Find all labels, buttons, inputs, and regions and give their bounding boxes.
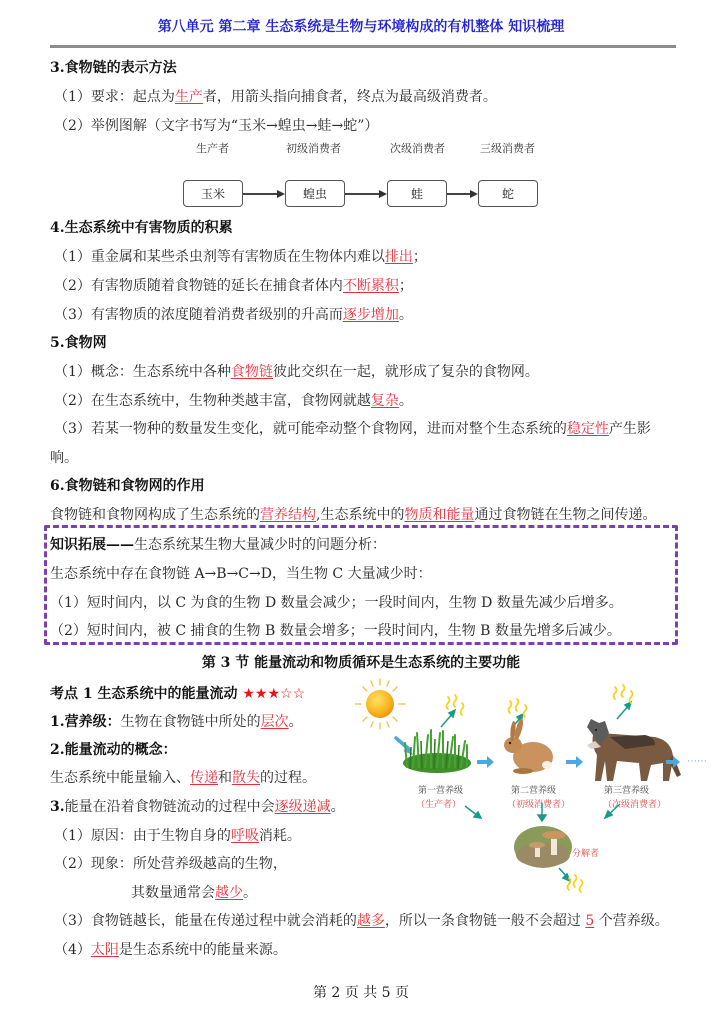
text: （3）有害物质的浓度随着消费者级别的升高而 (54, 307, 343, 323)
text: 1.营养级： (50, 714, 121, 730)
role-label-producer: 生产者 (196, 142, 229, 155)
answer-blank: 营养结构 (260, 507, 316, 523)
energy-p3-1 (54, 825, 301, 845)
answer-blank: 5 (585, 913, 595, 929)
role-label-primary-consumer: 初级消费者 (286, 142, 341, 155)
energy-p2 (50, 767, 316, 787)
answer-blank: 复杂 (370, 393, 399, 409)
text: （1）概念：生态系统中各种 (54, 364, 231, 380)
section-6-text (50, 504, 656, 524)
text: （3）食物链越长，能量在传递过程中就会消耗的 (54, 913, 357, 929)
section-5-item-3-wrap: 响。 (50, 450, 78, 466)
energy-p3-3 (54, 910, 669, 930)
text: ； (412, 249, 427, 265)
chain-node-corn: 玉米 (183, 180, 243, 207)
arrow-line (345, 193, 379, 195)
chain-node-snake: 蛇 (478, 180, 538, 207)
heat-squiggle-icon (447, 685, 633, 717)
arrow-right-icon (470, 190, 478, 198)
section-title: 第 3 节 能量流动和物质循环是生态系统的主要功能 (201, 655, 521, 671)
text: 通过食物链在生物之间传递。 (474, 507, 657, 523)
answer-blank: 传递 (190, 770, 218, 786)
text: 彼此交织在一起，就形成了复杂的食物网。 (272, 364, 539, 380)
answer-blank: 层次 (260, 714, 289, 730)
text: 3. (50, 799, 65, 815)
wolf-icon (587, 719, 681, 781)
text: 。 (288, 714, 303, 730)
energy-p1 (50, 711, 303, 731)
text: 。 (398, 393, 413, 409)
continuation-dots: ⋯⋯ (687, 756, 707, 767)
trophic-level-3-label: 第三营养级 (604, 786, 650, 796)
kaodian-heading (50, 683, 305, 703)
text: ，所以一条食物链一般不会超过 (384, 913, 586, 929)
sun-icon (355, 679, 405, 729)
text: （2）有害物质随着食物链的延长在捕食者体内 (54, 278, 343, 294)
text: 者，用箭头指向捕食者，终点为最高级消费者。 (202, 89, 497, 105)
section-4-item-2 (54, 275, 413, 295)
text: 能量在沿着食物链流动的过程中会 (64, 799, 275, 815)
section-5-heading: 5.食物网 (50, 335, 107, 351)
answer-blank: 生产 (174, 89, 203, 105)
energy-p3 (50, 796, 345, 816)
section-5-item-3 (54, 418, 651, 438)
text: ； (398, 278, 413, 294)
mushroom-icon (514, 826, 572, 868)
arrow-right-icon (277, 190, 285, 198)
section-4-item-3 (54, 304, 413, 324)
decomposer-label: 分解者 (572, 849, 600, 859)
chain-node-locust: 蝗虫 (285, 180, 345, 207)
energy-p3-2a: （2）现象：所处营养级越高的生物， (54, 856, 287, 872)
kaodian-label: 考点 1 生态系统中的能量流动 (50, 686, 238, 702)
trophic-level-3-role: （次级消费者） (603, 800, 667, 810)
extension-title (50, 534, 386, 554)
extension-line-1: 生态系统中存在食物链 A→B→C→D，当生物 C 大量减少时： (50, 566, 432, 582)
text: 生态系统中能量输入、 (50, 770, 190, 786)
text: （1）原因：由于生物自身的 (54, 828, 231, 844)
trophic-level-1-label: 第一营养级 (418, 786, 464, 796)
text: 消耗。 (258, 828, 301, 844)
text: 和 (218, 770, 232, 786)
document-header-title: 第八单元 第二章 生态系统是生物与环境构成的有机整体 知识梳理 (157, 19, 565, 35)
answer-blank: 逐步增加 (342, 307, 399, 323)
text: （1）重金属和某些杀虫剂等有害物质在生物体内难以 (54, 249, 385, 265)
trophic-level-2-role: （初级消费者） (507, 800, 571, 810)
section-6-heading: 6.食物链和食物网的作用 (50, 478, 205, 494)
text: 。 (398, 307, 413, 323)
text: 。 (243, 885, 257, 901)
energy-p2-heading: 2.能量流动的概念： (50, 742, 177, 758)
section-5-item-2 (54, 390, 413, 410)
arrow-line (447, 193, 470, 195)
section-3-item-2: （2）举例图解（文字书写为“玉米→蝗虫→蛙→蛇”） (54, 118, 379, 134)
answer-blank: 散失 (232, 770, 260, 786)
text: 个营养级。 (594, 913, 669, 929)
answer-blank: 呼吸 (230, 828, 259, 844)
arrow-line (243, 193, 277, 195)
text: （1）要求：起点为 (54, 89, 175, 105)
answer-blank: 食物链 (230, 364, 273, 380)
text: 。 (330, 799, 345, 815)
extension-line-3: （2）短时间内，被 C 捕食的生物 B 数量会增多；一段时间内，生物 B 数量先增多后减少。 (50, 623, 621, 639)
trophic-level-1-role: （生产者） (416, 800, 462, 810)
answer-blank: 排出 (384, 249, 413, 265)
answer-blank: 稳定性 (566, 421, 609, 437)
section-3-item-1 (54, 86, 497, 106)
role-label-tertiary-consumer: 三级消费者 (480, 142, 535, 155)
trophic-level-2-label: 第二营养级 (511, 786, 557, 796)
answer-blank: 越少 (215, 885, 243, 901)
grass-icon (403, 730, 471, 773)
chain-node-frog: 蛙 (387, 180, 447, 207)
arrow-right-icon (379, 190, 387, 198)
star-rating-icon: ★★★☆☆ (242, 686, 306, 702)
text: 的过程。 (260, 770, 316, 786)
section-5-item-1 (54, 361, 539, 381)
extension-line-2: （1）短时间内，以 C 为食的生物 D 数量会减少；一段时间内，生物 D 数量先减少后增多。 (50, 595, 623, 611)
text: （2）在生态系统中，生物种类越丰富，食物网就越 (54, 393, 371, 409)
extension-title-rest: 生态系统某生物大量减少时的问题分析： (134, 537, 386, 553)
text: （3）若某一物种的数量发生变化，就可能牵动整个食物网，进而对整个生态系统的 (54, 421, 567, 437)
text: 产生影 (608, 421, 651, 437)
answer-blank: 逐级递减 (274, 799, 331, 815)
section-4-item-1 (54, 246, 427, 266)
text: 是生态系统中的能量来源。 (118, 942, 287, 958)
page-number: 第 2 页 共 5 页 (312, 985, 410, 1001)
rabbit-icon (504, 718, 553, 774)
text: 其数量通常会 (131, 885, 215, 901)
header-divider (50, 45, 676, 48)
answer-blank: 物质和能量 (404, 507, 475, 523)
text: 生物在食物链中所处的 (120, 714, 261, 730)
extension-title-bold: 知识拓展—— (50, 537, 134, 553)
text: 食物链和食物网构成了生态系统的 (50, 507, 260, 523)
answer-blank: 不断累积 (342, 278, 399, 294)
text: （4） (54, 942, 91, 958)
section-3-heading: 3.食物链的表示方法 (50, 60, 177, 76)
energy-p3-4 (54, 939, 287, 959)
role-label-secondary-consumer: 次级消费者 (390, 142, 445, 155)
section-4-heading: 4.生态系统中有害物质的积累 (50, 220, 233, 236)
energy-p3-2b (131, 882, 257, 902)
answer-blank: 越多 (356, 913, 385, 929)
text: ,生态系统中的 (316, 507, 405, 523)
answer-blank: 太阳 (90, 942, 119, 958)
